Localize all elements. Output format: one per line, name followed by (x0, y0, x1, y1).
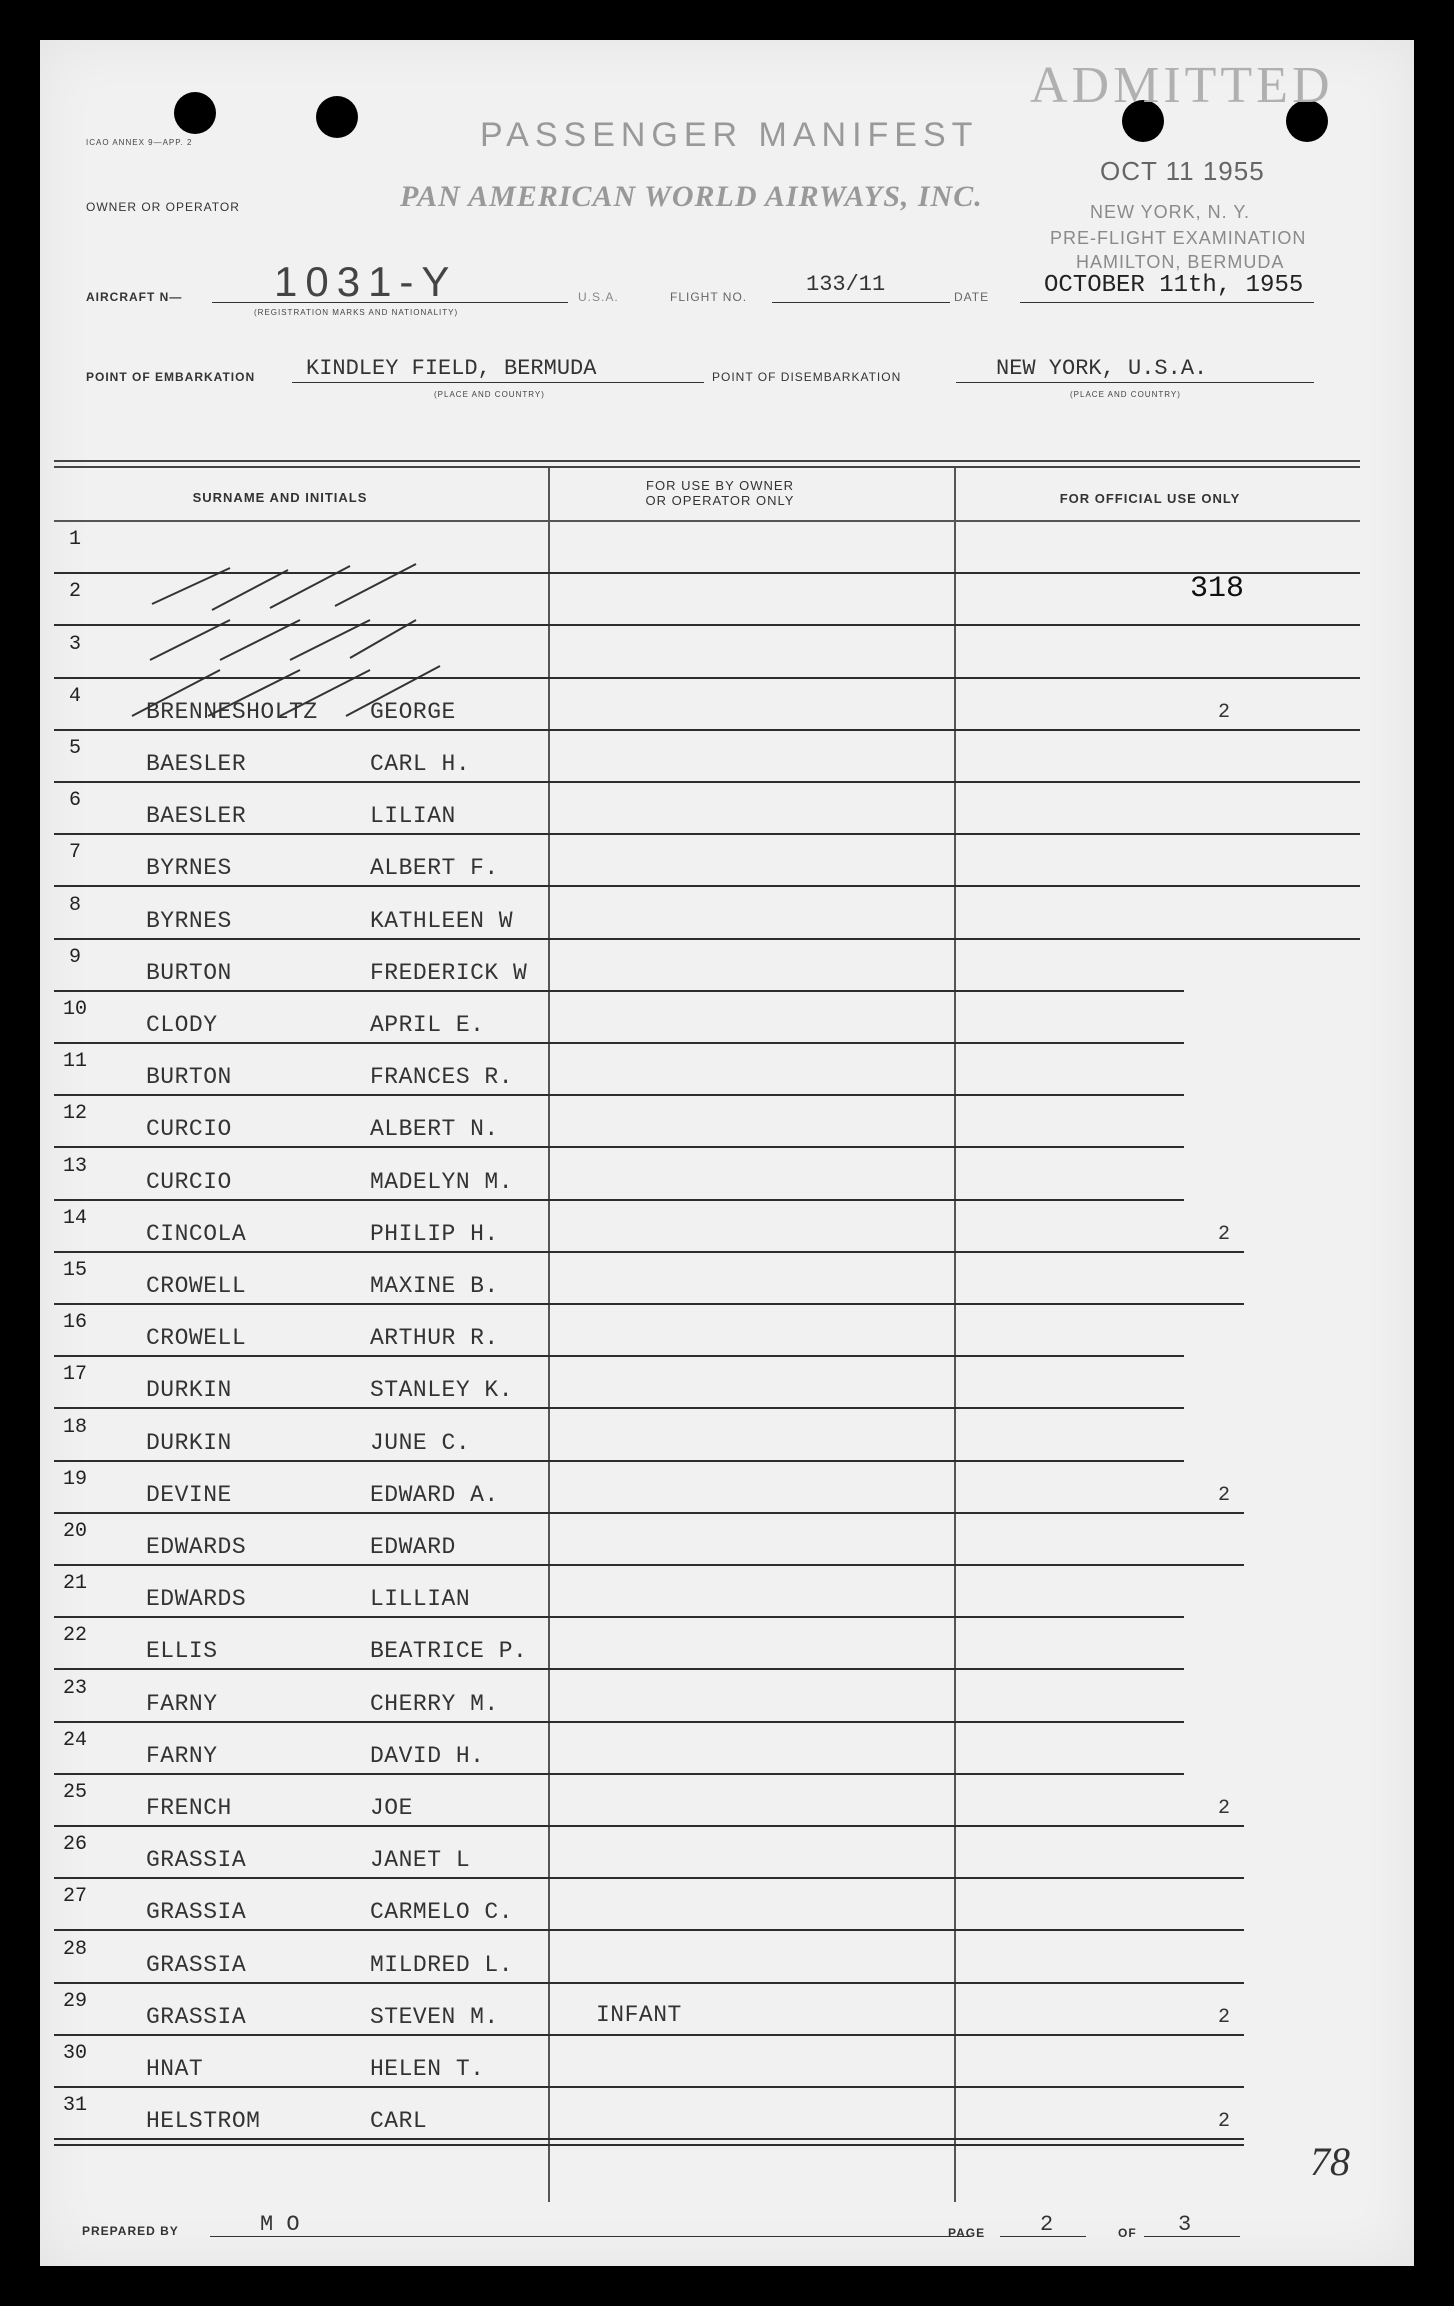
passenger-surname: CURCIO (146, 1168, 232, 1195)
form-title: PASSENGER MANIFEST (480, 116, 979, 154)
passenger-surname: CROWELL (146, 1273, 247, 1299)
official-mark: 2 (1218, 1222, 1231, 1246)
passenger-surname: HNAT (146, 2056, 204, 2082)
row-number: 9 (68, 945, 81, 969)
stamp-line-1: NEW YORK, N. Y. (1090, 202, 1251, 222)
row-number: 12 (62, 1102, 87, 1126)
flight-date: OCTOBER 11th, 1955 (1044, 272, 1304, 299)
passenger-surname: BAESLER (146, 803, 247, 830)
stamp-date: OCT 11 1955 (1100, 156, 1265, 186)
surname-column-header: SURNAME AND INITIALS (192, 490, 368, 505)
passenger-given-name: LILLIAN (370, 1586, 471, 1613)
row-number: 30 (62, 2042, 87, 2065)
passenger-surname: GRASSIA (146, 1847, 247, 1874)
passenger-surname: GRASSIA (146, 1899, 247, 1926)
passenger-given-name: DAVID H. (370, 1742, 485, 1769)
prepared-by-value: M O (260, 2212, 300, 2237)
passenger-given-name: EDWARD (370, 1534, 456, 1560)
passenger-given-name: APRIL E. (370, 1012, 485, 1038)
registration-note: (REGISTRATION MARKS AND NATIONALITY) (254, 308, 459, 317)
owner-use-entry: INFANT (596, 2001, 682, 2028)
passenger-given-name: JANET L (370, 1847, 471, 1874)
official-mark: 2 (1218, 2005, 1231, 2029)
row-number: 10 (62, 998, 87, 1021)
row-number: 31 (62, 2094, 87, 2118)
passenger-surname: BRENNESHOLTZ (146, 698, 318, 725)
official-mark: 2 (1218, 1797, 1231, 1820)
row-number: 19 (62, 1467, 87, 1491)
passenger-surname: EDWARDS (146, 1534, 247, 1560)
row-number: 14 (62, 1206, 87, 1230)
passenger-surname: FRENCH (146, 1795, 232, 1821)
passenger-given-name: FREDERICK W (370, 959, 528, 986)
passenger-given-name: PHILIP H. (370, 1220, 499, 1247)
flight-number: 133/11 (806, 272, 886, 297)
row-number: 2 (68, 580, 81, 604)
admitted-stamp: ADMITTED (1030, 57, 1334, 114)
row-number: 15 (62, 1259, 87, 1282)
row-number: 4 (68, 684, 81, 708)
passenger-given-name: KATHLEEN W (370, 907, 514, 934)
row-number: 23 (62, 1676, 87, 1700)
embarkation-value: KINDLEY FIELD, BERMUDA (306, 356, 597, 381)
row-number: 1 (68, 528, 81, 552)
row-number: 28 (62, 1937, 87, 1961)
row-number: 13 (62, 1154, 87, 1178)
punch-hole (174, 92, 216, 134)
passenger-given-name: FRANCES R. (370, 1064, 514, 1091)
passenger-given-name: ALBERT F. (370, 855, 499, 882)
passenger-given-name: MAXINE B. (370, 1273, 499, 1299)
passenger-given-name: STANLEY K. (370, 1377, 514, 1404)
strike-marks (80, 520, 560, 720)
prepared-label: PREPARED BY (82, 2224, 179, 2238)
row-number: 20 (62, 1520, 87, 1543)
row-number: 16 (62, 1311, 87, 1335)
margin-note: 78 (1310, 2139, 1350, 2184)
passenger-surname: DEVINE (146, 1481, 232, 1508)
country-label: U.S.A. (578, 290, 619, 304)
passenger-surname: CLODY (146, 1012, 218, 1038)
row-number: 3 (68, 632, 81, 656)
passenger-surname: BURTON (146, 959, 232, 986)
manifest-sheet (40, 40, 1414, 2266)
passenger-surname: GRASSIA (146, 1951, 247, 1978)
page-label: PAGE (948, 2226, 986, 2240)
passenger-given-name: ALBERT N. (370, 1116, 499, 1143)
row-number: 29 (62, 1989, 87, 2013)
aircraft-number: 1031-Y (274, 258, 458, 305)
disembarkation-value: NEW YORK, U.S.A. (996, 356, 1208, 381)
row-number: 24 (62, 1728, 87, 1752)
row-number: 22 (62, 1624, 87, 1648)
passenger-surname: DURKIN (146, 1429, 232, 1456)
passenger-surname: CROWELL (146, 1325, 247, 1352)
passenger-given-name: CHERRY M. (370, 1690, 499, 1717)
passenger-given-name: JOE (370, 1795, 413, 1821)
official-mark: 2 (1218, 1483, 1231, 1507)
page-total: 3 (1178, 2212, 1192, 2237)
passenger-given-name: JUNE C. (370, 1429, 471, 1456)
embarkation-label: POINT OF EMBARKATION (86, 370, 256, 384)
passenger-given-name: CARL H. (370, 751, 471, 777)
passenger-given-name: ARTHUR R. (370, 1325, 499, 1352)
passenger-given-name: MADELYN M. (370, 1168, 514, 1195)
passenger-surname: DURKIN (146, 1377, 232, 1404)
passenger-surname: GRASSIA (146, 2003, 247, 2030)
passenger-given-name: GEORGE (370, 698, 456, 725)
row-number: 8 (68, 893, 81, 917)
stamp-line-2: PRE-FLIGHT EXAMINATION (1050, 228, 1307, 248)
passenger-surname: BYRNES (146, 855, 232, 882)
official-note: 318 (1190, 572, 1245, 606)
row-number: 27 (62, 1885, 87, 1909)
passenger-surname: CINCOLA (146, 1220, 247, 1247)
airline-name: PAN AMERICAN WORLD AIRWAYS, INC. (400, 180, 983, 213)
passenger-surname: FARNY (146, 1690, 218, 1717)
owner-label: OWNER OR OPERATOR (86, 200, 240, 214)
annex-reference: ICAO ANNEX 9—APP. 2 (86, 138, 193, 147)
official-mark: 2 (1218, 700, 1231, 724)
place-note-2: (PLACE AND COUNTRY) (1070, 390, 1181, 399)
passenger-surname: BURTON (146, 1064, 232, 1091)
date-label: DATE (954, 290, 990, 304)
row-number: 26 (62, 1833, 87, 1857)
passenger-surname: CURCIO (146, 1116, 232, 1143)
row-number: 25 (62, 1781, 87, 1804)
passenger-given-name: CARMELO C. (370, 1899, 514, 1926)
passenger-given-name: LILIAN (370, 803, 456, 830)
passenger-given-name: EDWARD A. (370, 1481, 499, 1508)
flight-label: FLIGHT NO. (670, 290, 748, 304)
owner-column-header-2: OR OPERATOR ONLY (645, 493, 795, 508)
owner-column-header-1: FOR USE BY OWNER (646, 478, 794, 493)
disembarkation-label: POINT OF DISEMBARKATION (712, 370, 902, 384)
of-label: OF (1118, 2226, 1137, 2240)
stamp-line-3: HAMILTON, BERMUDA (1076, 252, 1285, 272)
passenger-given-name: STEVEN M. (370, 2003, 499, 2030)
official-column-header: FOR OFFICIAL USE ONLY (1059, 491, 1241, 506)
passenger-surname: HELSTROM (146, 2108, 261, 2135)
page-number: 2 (1040, 2212, 1054, 2237)
row-number: 6 (68, 789, 81, 813)
row-number: 21 (62, 1572, 87, 1596)
row-number: 5 (68, 737, 81, 760)
row-number: 7 (68, 841, 81, 865)
row-number: 17 (62, 1363, 87, 1387)
row-number: 11 (62, 1050, 87, 1074)
passenger-surname: BAESLER (146, 751, 247, 777)
passenger-given-name: BEATRICE P. (370, 1638, 528, 1665)
passenger-given-name: HELEN T. (370, 2056, 485, 2082)
passenger-surname: FARNY (146, 1742, 218, 1769)
punch-hole (316, 96, 358, 138)
passenger-given-name: MILDRED L. (370, 1951, 514, 1978)
place-note: (PLACE AND COUNTRY) (434, 390, 545, 399)
passenger-surname: ELLIS (146, 1638, 218, 1665)
passenger-surname: EDWARDS (146, 1586, 247, 1613)
row-number: 18 (62, 1415, 87, 1439)
passenger-given-name: CARL (370, 2108, 428, 2135)
official-mark: 2 (1218, 2110, 1231, 2134)
aircraft-label: AIRCRAFT N— (86, 290, 183, 304)
passenger-surname: BYRNES (146, 907, 232, 934)
